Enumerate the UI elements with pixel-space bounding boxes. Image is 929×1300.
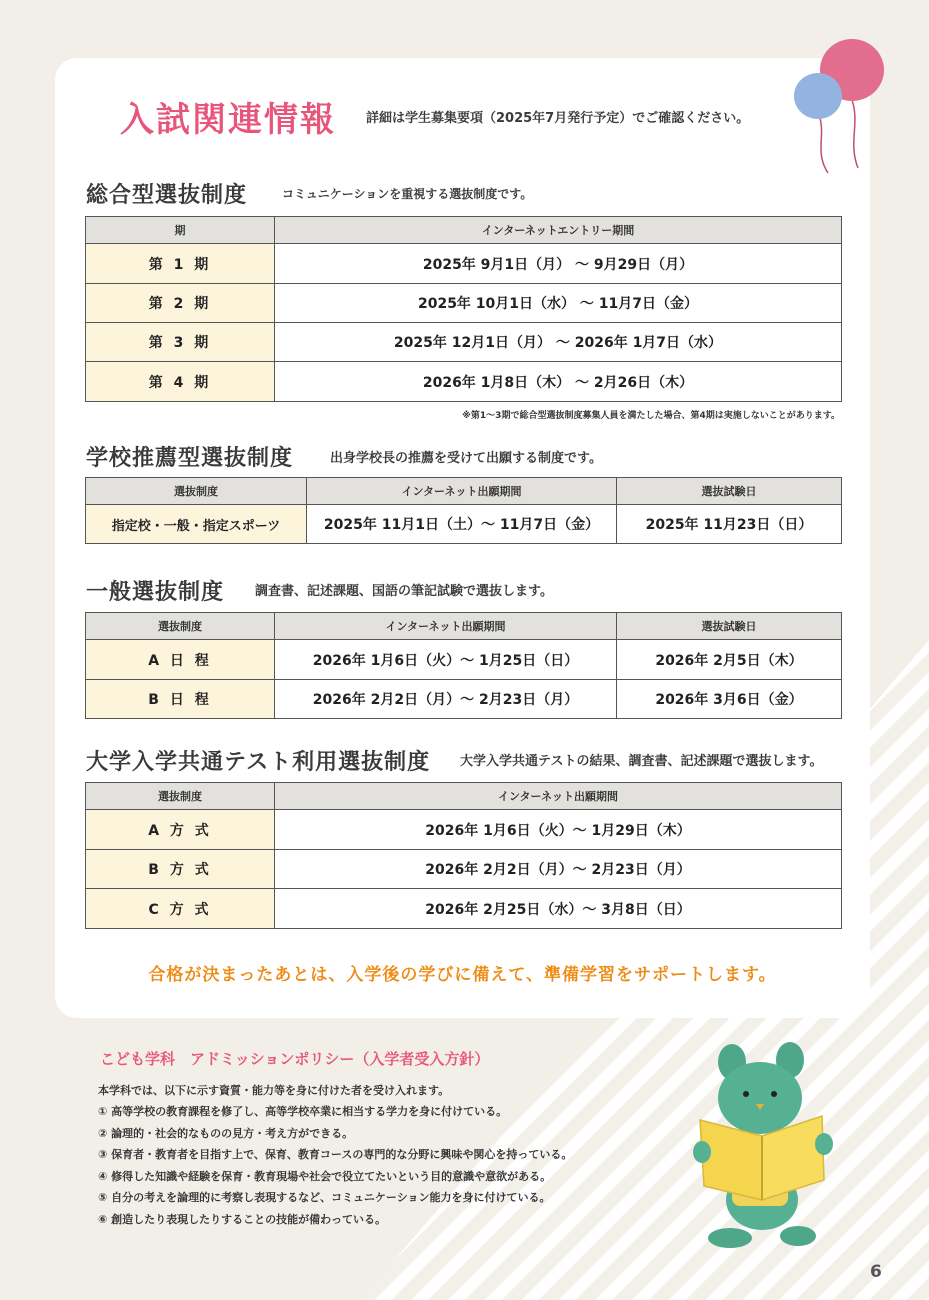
- policy-item: ① 高等学校の教育課程を修了し、高等学校卒業に相当する学力を身に付けている。: [98, 1105, 508, 1118]
- common-test-table: [85, 782, 842, 929]
- application-period: 2025年 11月1日（土）～ 11月7日（金）: [307, 505, 617, 544]
- table-row: [86, 850, 842, 889]
- exam-date: 2025年 11月23日（日）: [617, 505, 842, 544]
- policy-item: ⑥ 創造したり表現したりすることの技能が備わっている。: [98, 1212, 387, 1226]
- application-period: 2026年 1月6日（火）～ 1月29日（木）: [275, 810, 842, 850]
- policy-list: [98, 1103, 572, 1232]
- section-title-recommendation: 学校推薦型選抜制度: [86, 446, 294, 471]
- section-title-common-test: 大学入学共通テスト利用選抜制度: [86, 750, 431, 775]
- column-header: インターネット出願期間: [275, 613, 617, 640]
- column-header: 選抜制度: [86, 613, 275, 640]
- column-header: インターネット出願期間: [275, 783, 842, 810]
- row-label: A 日 程: [86, 640, 275, 680]
- table-row: [86, 323, 842, 362]
- row-label: B 日 程: [86, 680, 275, 719]
- table-header-row: [86, 478, 842, 505]
- row-label: C 方 式: [86, 889, 275, 929]
- table-row: [86, 362, 842, 402]
- column-header: インターネット出願期間: [307, 478, 617, 505]
- section-desc-general: 調査書、記述課題、国語の筆記試験で選抜します。: [255, 584, 553, 599]
- table-header-row: [86, 613, 842, 640]
- row-label: B 方 式: [86, 850, 275, 889]
- column-header: 選抜試験日: [617, 478, 842, 505]
- recommendation-table: [85, 477, 842, 544]
- application-period: 2026年 2月2日（月）～ 2月23日（月）: [275, 680, 617, 719]
- exam-date: 2026年 3月6日（金）: [617, 680, 842, 719]
- mascot-reading-illustration: [690, 1040, 840, 1255]
- entry-period: 2026年 1月8日（木） ～ 2月26日（木）: [275, 362, 842, 402]
- column-header: 選抜制度: [86, 783, 275, 810]
- column-header: インターネットエントリー期間: [275, 217, 842, 244]
- table-row: [86, 505, 842, 544]
- policy-item: ② 論理的・社会的なものの見方・考え方ができる。: [98, 1126, 354, 1140]
- section-desc-common-test: 大学入学共通テストの結果、調査書、記述課題で選抜します。: [460, 754, 823, 769]
- entry-period: 2025年 10月1日（水） ～ 11月7日（金）: [275, 284, 842, 323]
- closing-message: 合格が決まったあとは、入学後の学びに備えて、準備学習をサポートします。: [148, 965, 777, 985]
- policy-item: ⑤ 自分の考えを論理的に考察し表現するなど、コミュニケーション能力を身に付けている。: [98, 1191, 551, 1204]
- application-period: 2026年 2月25日（水）～ 3月8日（日）: [275, 889, 842, 929]
- section-desc-comprehensive: コミュニケーションを重視する選抜制度です。: [282, 187, 533, 201]
- application-period: 2026年 1月6日（火）～ 1月25日（日）: [275, 640, 617, 680]
- table-row: [86, 680, 842, 719]
- table-row: [86, 810, 842, 850]
- column-header: 選抜制度: [86, 478, 307, 505]
- row-label: 第 3 期: [86, 323, 275, 362]
- header-note: 詳細は学生募集要項（2025年7月発行予定）でご確認ください。: [366, 111, 750, 126]
- table-row: [86, 284, 842, 323]
- row-label: 第 2 期: [86, 284, 275, 323]
- page-title: 入試関連情報: [120, 100, 336, 140]
- section-title-comprehensive: 総合型選抜制度: [86, 183, 248, 208]
- table-row: [86, 640, 842, 680]
- row-label: 指定校・一般・指定スポーツ: [86, 505, 307, 544]
- column-header: 期: [86, 217, 275, 244]
- row-label: A 方 式: [86, 810, 275, 850]
- table-header-row: [86, 217, 842, 244]
- policy-item: ④ 修得した知識や経験を保育・教育現場や社会で役立てたいという目的意識や意欲がある。: [98, 1169, 552, 1183]
- exam-date: 2026年 2月5日（木）: [617, 640, 842, 680]
- policy-title: こども学科 アドミッションポリシー（入学者受入方針）: [100, 1050, 490, 1068]
- comprehensive-table: [85, 216, 842, 402]
- entry-period: 2025年 12月1日（月） ～ 2026年 1月7日（水）: [275, 323, 842, 362]
- section-title-general: 一般選抜制度: [86, 580, 225, 605]
- balloons-illustration: [780, 28, 890, 178]
- column-header: 選抜試験日: [617, 613, 842, 640]
- policy-item: ③ 保育者・教育者を目指す上で、保育、教育コースの専門的な分野に興味や関心を持っている。: [98, 1148, 573, 1161]
- table-row: [86, 244, 842, 284]
- table-header-row: [86, 783, 842, 810]
- general-table: [85, 612, 842, 719]
- row-label: 第 1 期: [86, 244, 275, 284]
- row-label: 第 4 期: [86, 362, 275, 402]
- table-row: [86, 889, 842, 929]
- policy-intro: 本学科では、以下に示す資質・能力等を身に付けた者を受け入れます。: [98, 1084, 450, 1097]
- entry-period: 2025年 9月1日（月） ～ 9月29日（月）: [275, 244, 842, 284]
- footnote: ※第1～3期で総合型選抜制度募集人員を満たした場合、第4期は実施しないことがあります。: [462, 411, 840, 421]
- section-desc-recommendation: 出身学校長の推薦を受けて出願する制度です。: [330, 451, 602, 466]
- page-number: 6: [870, 1262, 882, 1282]
- application-period: 2026年 2月2日（月）～ 2月23日（月）: [275, 850, 842, 889]
